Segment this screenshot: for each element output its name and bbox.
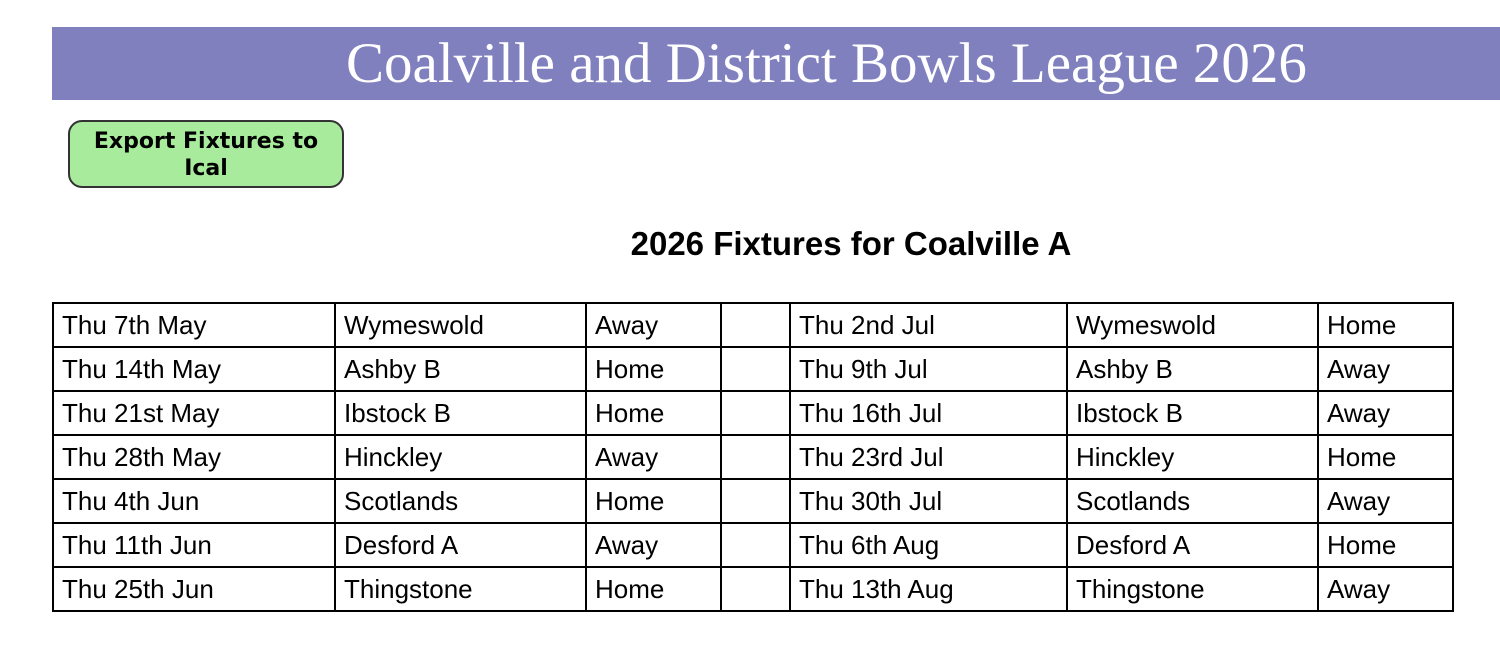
fixture-date: Thu 6th Aug	[790, 523, 1067, 567]
fixture-venue: Home	[586, 479, 721, 523]
fixture-opponent: Wymeswold	[1067, 303, 1318, 347]
fixture-date: Thu 21st May	[53, 391, 335, 435]
fixture-opponent: Ashby B	[335, 347, 586, 391]
fixture-date: Thu 11th Jun	[53, 523, 335, 567]
export-ical-button[interactable]: Export Fixtures to Ical	[68, 120, 344, 188]
fixture-opponent: Hinckley	[1067, 435, 1318, 479]
fixture-date: Thu 7th May	[53, 303, 335, 347]
fixture-opponent: Desford A	[1067, 523, 1318, 567]
table-row	[53, 567, 1453, 611]
fixture-venue: Away	[586, 523, 721, 567]
fixtures-table	[52, 302, 1454, 612]
page-banner	[52, 27, 1500, 100]
fixture-opponent: Scotlands	[335, 479, 586, 523]
fixture-date: Thu 25th Jun	[53, 567, 335, 611]
spacer-cell	[721, 303, 790, 347]
table-row	[53, 523, 1453, 567]
fixture-venue: Away	[586, 303, 721, 347]
fixture-venue: Home	[1318, 303, 1453, 347]
fixture-venue: Home	[586, 347, 721, 391]
spacer-cell	[721, 391, 790, 435]
table-row	[53, 435, 1453, 479]
fixture-venue: Away	[586, 435, 721, 479]
fixture-date: Thu 14th May	[53, 347, 335, 391]
fixture-date: Thu 13th Aug	[790, 567, 1067, 611]
fixture-venue: Away	[1318, 479, 1453, 523]
fixture-date: Thu 30th Jul	[790, 479, 1067, 523]
spacer-cell	[721, 347, 790, 391]
fixture-opponent: Thingstone	[335, 567, 586, 611]
spacer-cell	[721, 567, 790, 611]
table-row	[53, 303, 1453, 347]
league-title: Coalville and District Bowls League 2026	[346, 32, 1307, 95]
fixture-date: Thu 23rd Jul	[790, 435, 1067, 479]
spacer-cell	[721, 435, 790, 479]
fixture-opponent: Hinckley	[335, 435, 586, 479]
table-row	[53, 347, 1453, 391]
spacer-cell	[721, 479, 790, 523]
fixture-venue: Home	[586, 567, 721, 611]
fixture-venue: Home	[1318, 523, 1453, 567]
spacer-cell	[721, 523, 790, 567]
fixtures-heading: 2026 Fixtures for Coalville A	[630, 225, 1072, 262]
fixture-opponent: Desford A	[335, 523, 586, 567]
fixture-opponent: Thingstone	[1067, 567, 1318, 611]
fixture-date: Thu 16th Jul	[790, 391, 1067, 435]
fixture-opponent: Ibstock B	[1067, 391, 1318, 435]
fixture-date: Thu 4th Jun	[53, 479, 335, 523]
table-row	[53, 391, 1453, 435]
fixture-date: Thu 2nd Jul	[790, 303, 1067, 347]
fixture-venue: Away	[1318, 391, 1453, 435]
fixture-opponent: Ashby B	[1067, 347, 1318, 391]
fixture-date: Thu 9th Jul	[790, 347, 1067, 391]
fixture-date: Thu 28th May	[53, 435, 335, 479]
fixture-opponent: Ibstock B	[335, 391, 586, 435]
table-row	[53, 479, 1453, 523]
fixture-venue: Away	[1318, 567, 1453, 611]
fixture-opponent: Scotlands	[1067, 479, 1318, 523]
fixture-venue: Home	[586, 391, 721, 435]
fixture-opponent: Wymeswold	[335, 303, 586, 347]
fixture-venue: Home	[1318, 435, 1453, 479]
fixture-venue: Away	[1318, 347, 1453, 391]
